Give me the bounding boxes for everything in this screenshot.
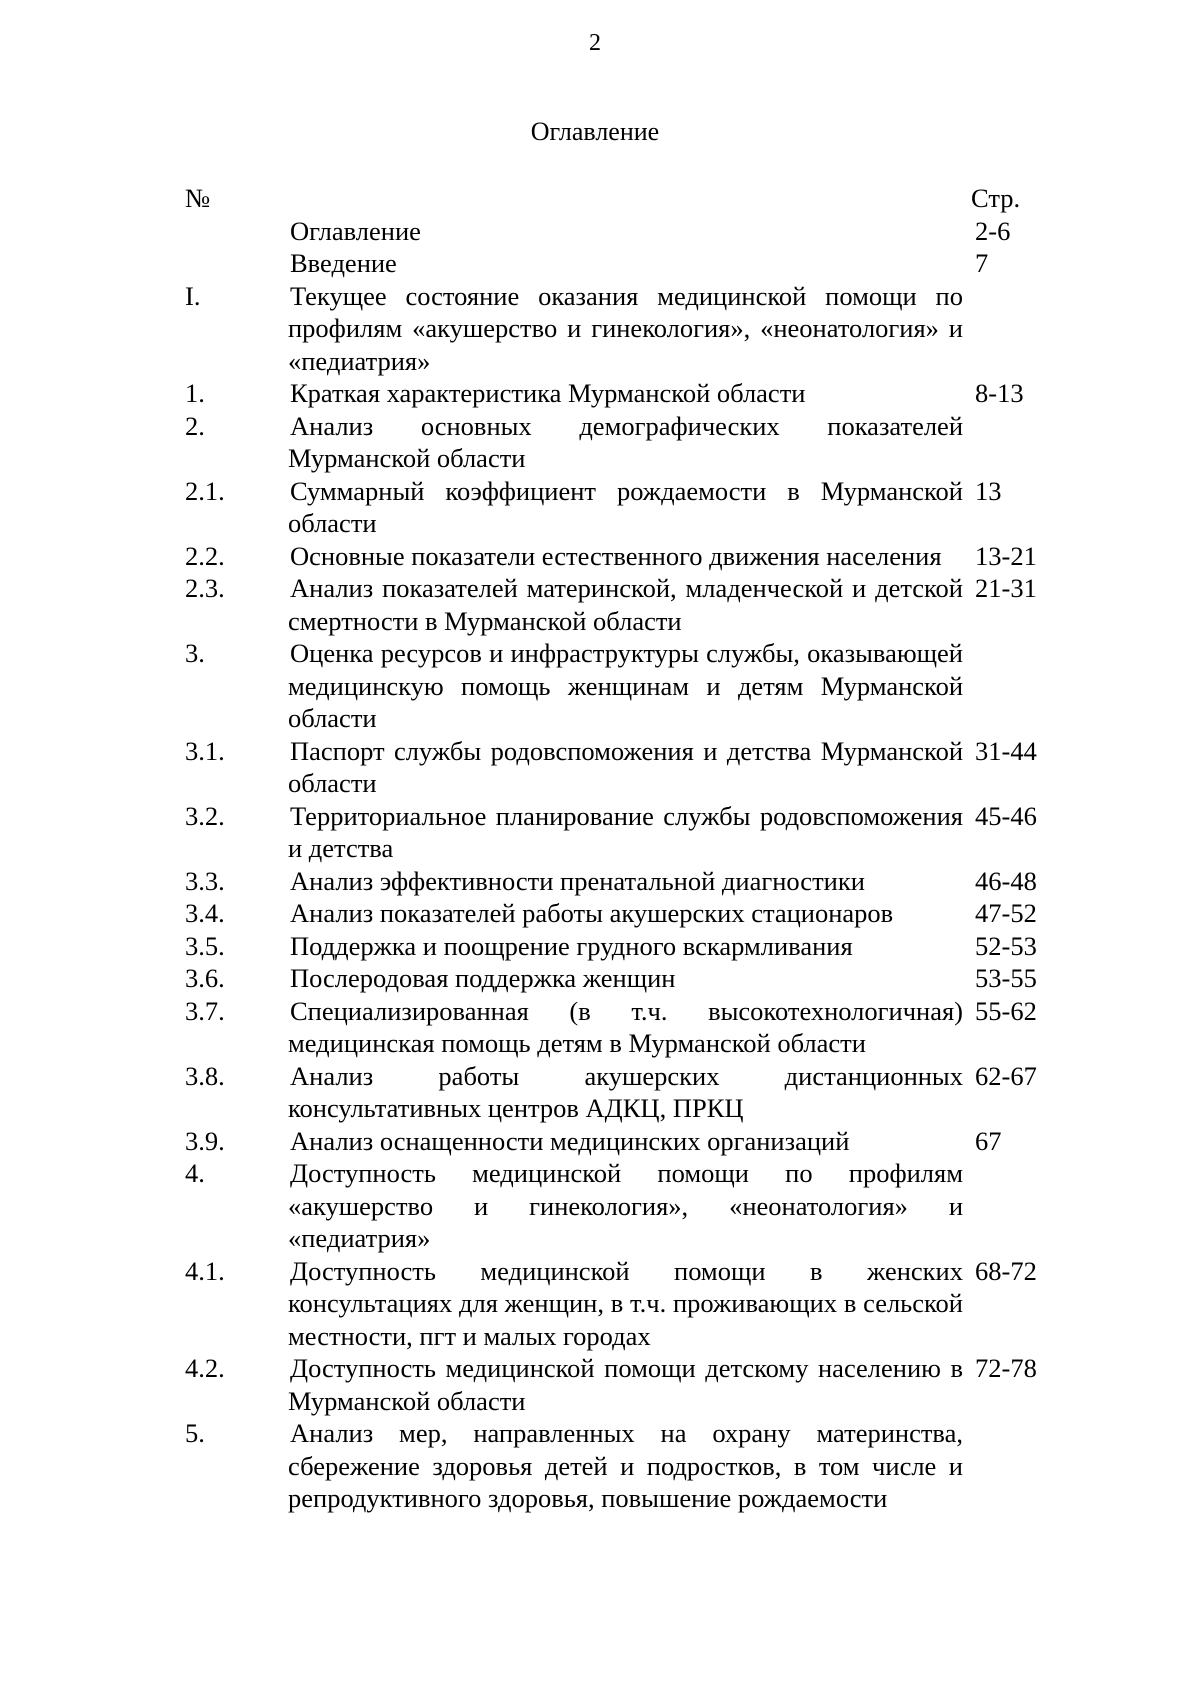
- toc-entry-pages: 7: [975, 248, 989, 278]
- toc-entry-number: 2.2.: [185, 540, 225, 571]
- page-column-header: Стр.: [971, 183, 1021, 213]
- toc-entry: [183, 930, 1063, 963]
- toc-entry-number: 5.: [185, 1418, 205, 1448]
- table-of-contents: [183, 182, 1063, 1515]
- toc-entry: [183, 800, 1063, 865]
- toc-entry: [183, 377, 1063, 410]
- toc-entry-pages: 47-52: [975, 898, 1037, 928]
- toc-entry-title: Анализ основных демографических показателей Мурманской области: [288, 410, 963, 473]
- toc-entry-pages: 52-53: [975, 930, 1037, 961]
- toc-entry-title: Специализированная (в т.ч. высокотехнологичная) медицинская помощь детям в Мурманской области: [288, 995, 963, 1058]
- toc-entry-number: 3.9.: [185, 1125, 225, 1156]
- toc-entry: [183, 247, 1063, 280]
- toc-entry-number: 3.7.: [185, 995, 225, 1026]
- toc-entry-title: Анализ эффективности пренатальной диагностики: [290, 865, 865, 896]
- toc-entry-pages: 53-55: [975, 963, 1037, 993]
- toc-entry-pages: 13-21: [975, 540, 1037, 571]
- document-title: Оглавление: [530, 117, 660, 146]
- toc-entry-pages: 2-6: [975, 215, 1011, 246]
- toc-entry-title: Краткая характеристика Мурманской области: [290, 378, 806, 408]
- toc-entry-number: 4.1.: [185, 1255, 225, 1286]
- toc-entry-pages: 13: [975, 475, 1002, 506]
- toc-entry-number: 3.: [185, 638, 205, 668]
- toc-entry-pages: 21-31: [975, 573, 1037, 603]
- toc-entry-title: Оглавление: [290, 215, 421, 246]
- toc-entry-title: Анализ оснащенности медицинских организаций: [290, 1125, 850, 1156]
- toc-entry-title: Доступность медицинской помощи по профилям «акушерство и гинекология», «неонатология» и «педиатрия»: [288, 1158, 963, 1253]
- toc-entry-title: Паспорт службы родовспоможения и детства Мурманской области: [288, 735, 963, 798]
- toc-entry: [183, 572, 1063, 637]
- toc-entry-number: 4.2.: [185, 1353, 225, 1383]
- toc-entry-title: Основные показатели естественного движения населения: [290, 540, 942, 571]
- toc-entry: [183, 962, 1063, 995]
- page-number: 2: [589, 30, 601, 56]
- toc-entry: [183, 475, 1063, 540]
- toc-entry-title: Территориальное планирование службы родовспоможения и детства: [288, 800, 963, 863]
- toc-entry: [183, 865, 1063, 898]
- toc-entry-title: Текущее состояние оказания медицинской помощи по профилям «акушерство и гинекология», «неонатология» и «педиатрия»: [288, 280, 963, 376]
- toc-entry: [183, 215, 1063, 248]
- toc-entry-pages: 31-44: [975, 735, 1037, 766]
- toc-entry-title: Анализ показателей материнской, младенческой и детской смертности в Мурманской области: [288, 573, 963, 636]
- toc-entry: [183, 410, 1063, 475]
- toc-entry-title: Анализ мер, направленных на охрану материнства, сбережение здоровья детей и подростков, в том числе и репродуктивного здоровья, повышение рождаемости: [288, 1418, 963, 1513]
- toc-entry-pages: 8-13: [975, 378, 1024, 408]
- toc-entry-title: Оценка ресурсов и инфраструктуры службы, оказывающей медицинскую помощь женщинам и детям Мурманской области: [288, 638, 963, 733]
- toc-entry-pages: 62-67: [975, 1060, 1037, 1091]
- toc-header-row: [183, 182, 1063, 215]
- toc-entry-number: 3.2.: [185, 800, 225, 831]
- toc-entry-title: Послеродовая поддержка женщин: [290, 963, 676, 993]
- toc-entry-number: 3.6.: [185, 963, 225, 993]
- toc-entry-pages: 67: [975, 1125, 1002, 1156]
- toc-entry: [183, 1157, 1063, 1255]
- toc-entry-title: Суммарный коэффициент рождаемости в Мурманской области: [288, 475, 963, 538]
- toc-entry: [183, 1255, 1063, 1353]
- number-column-header: №: [185, 183, 211, 213]
- toc-entry-pages: 46-48: [975, 865, 1037, 896]
- toc-entry: [183, 540, 1063, 573]
- toc-entry: [183, 1125, 1063, 1158]
- toc-entry-number: 3.8.: [185, 1060, 225, 1091]
- toc-entry: [183, 1417, 1063, 1515]
- toc-entry-pages: 72-78: [975, 1353, 1037, 1383]
- toc-entry: [183, 897, 1063, 930]
- toc-entry-number: 2.1.: [185, 475, 225, 506]
- toc-entry-number: 2.3.: [185, 573, 225, 603]
- toc-entry-title: Анализ показателей работы акушерских стационаров: [290, 898, 894, 928]
- toc-entry: [183, 637, 1063, 735]
- toc-entry-pages: 45-46: [975, 800, 1037, 831]
- toc-entry-number: 2.: [185, 410, 205, 441]
- toc-entry-number: I.: [185, 280, 201, 311]
- toc-entry-title: Введение: [290, 248, 397, 278]
- toc-entry-number: 3.5.: [185, 930, 225, 961]
- toc-entry-title: Доступность медицинской помощи в женских консультациях для женщин, в т.ч. проживающих в сельской местности, пгт и малых городах: [288, 1255, 963, 1351]
- toc-entry: [183, 735, 1063, 800]
- toc-entry: [183, 995, 1063, 1060]
- toc-entry: [183, 280, 1063, 378]
- toc-entry-number: 4.: [185, 1158, 205, 1188]
- toc-entry: [183, 1352, 1063, 1417]
- toc-entry-number: 1.: [185, 378, 205, 408]
- toc-entry-title: Анализ работы акушерских дистанционных консультативных центров АДКЦ, ПРКЦ: [288, 1060, 963, 1123]
- toc-entry-number: 3.4.: [185, 898, 225, 928]
- toc-entry-number: 3.3.: [185, 865, 225, 896]
- toc-entry-number: 3.1.: [185, 735, 225, 766]
- toc-entry: [183, 1060, 1063, 1125]
- toc-entry-pages: 55-62: [975, 995, 1037, 1026]
- toc-entry-title: Поддержка и поощрение грудного вскармливания: [290, 930, 853, 961]
- toc-entry-pages: 68-72: [975, 1255, 1037, 1286]
- toc-entry-title: Доступность медицинской помощи детскому населению в Мурманской области: [288, 1353, 963, 1416]
